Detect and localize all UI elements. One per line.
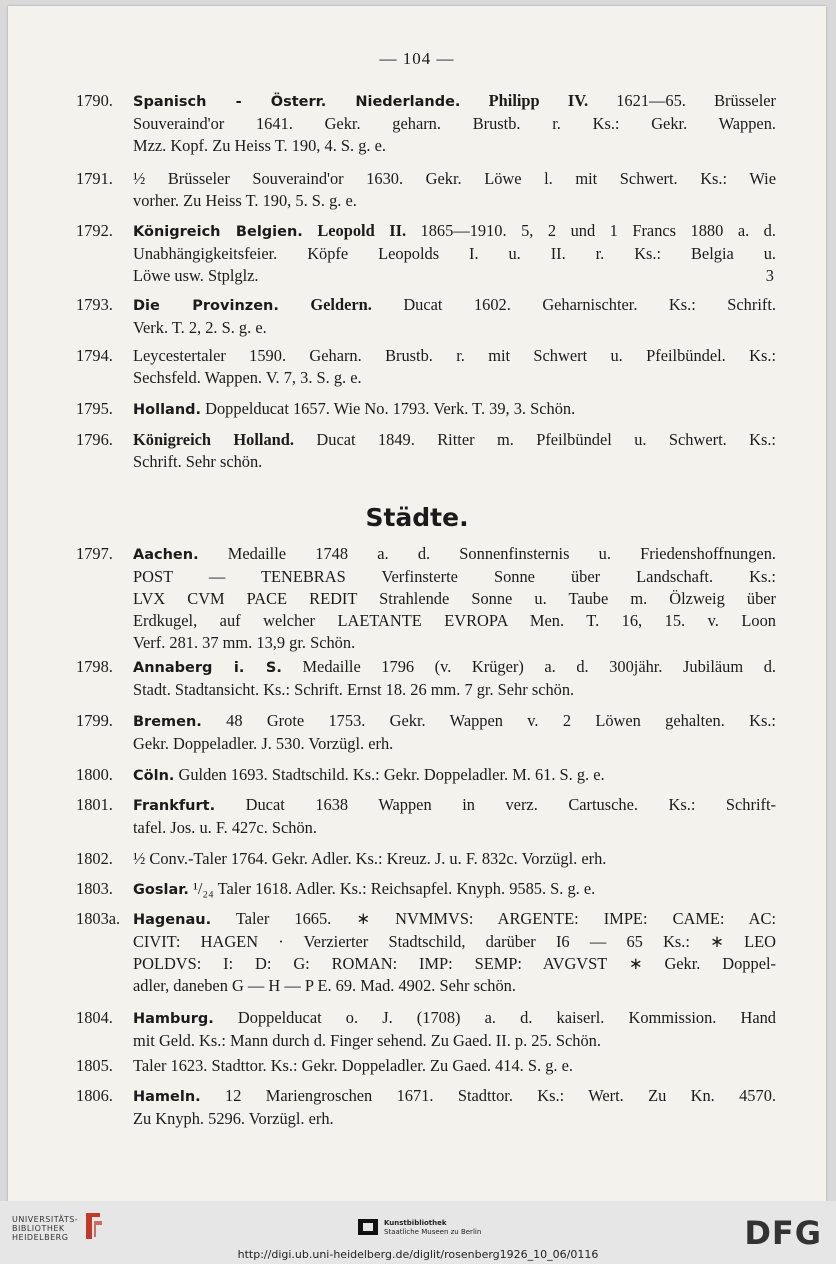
entry-line <box>133 345 776 367</box>
catalog-entry <box>76 794 776 839</box>
entry-line <box>133 764 776 787</box>
kunstbibliothek-label <box>384 1219 481 1237</box>
entry-segment: Verf. 281. 37 mm. 13,9 gr. Schön. <box>133 633 356 652</box>
catalog-entry <box>76 543 776 654</box>
university-line: UNIVERSITÄTS- <box>12 1215 79 1224</box>
university-line: BIBLIOTHEK <box>12 1224 65 1233</box>
entry-text <box>133 1085 776 1130</box>
entry-heading: Bremen. <box>133 714 202 730</box>
entry-number: 1805. <box>76 1056 113 1075</box>
entry-segment: CIVIT: HAGEN · Verzierter Stadtschild, darüber I6 — 65 Ks.: ∗ LEO <box>133 932 776 951</box>
entry-segment: LVX CVM PACE REDIT Strahlende Sonne u. Taube m. Ölzweig über <box>133 589 776 608</box>
entry-segment: Doppelducat o. J. (1708) a. d. kaiserl. Kommission. Hand <box>213 1008 776 1027</box>
entry-line <box>133 733 776 755</box>
entry-line <box>133 931 776 953</box>
entry-line <box>133 190 776 212</box>
entry-line <box>133 135 776 157</box>
entry-heading: Frankfurt. <box>133 798 216 814</box>
entry-text <box>133 168 776 212</box>
entry-text <box>133 848 776 870</box>
entry-number: 1791. <box>76 169 113 188</box>
entry-line <box>133 656 776 679</box>
kunstbibliothek-name: Kunstbibliothek <box>384 1219 447 1227</box>
entry-segment: Stadt. Stadtansicht. Ks.: Schrift. Ernst 18. 26 mm. 7 gr. Sehr schön. <box>133 680 575 699</box>
entry-segment: POLDVS: I: D: G: ROMAN: IMP: SEMP: AVGVST ∗ Gekr. Doppel- <box>133 954 776 973</box>
entry-line <box>133 317 776 339</box>
entry-text <box>133 429 776 473</box>
entry-line <box>133 679 776 701</box>
entry-line <box>133 566 776 588</box>
catalog-entry <box>76 908 776 997</box>
page-number: — 104 — <box>379 49 455 68</box>
entry-segment: Zu Knyph. 5296. Vorzügl. erh. <box>133 1109 334 1128</box>
entry-segment: Medaille 1796 (v. Krüger) a. d. 300jähr. Jubiläum d. <box>281 657 776 676</box>
catalog-entry <box>76 710 776 755</box>
entry-segment: Taler 1623. Stadttor. Ks.: Gekr. Doppeladler. Zu Gaed. 414. S. g. e. <box>133 1056 573 1075</box>
entry-segment <box>303 221 318 240</box>
footer-bar <box>0 1201 836 1264</box>
entry-segment: Medaille 1748 a. d. Sonnenfinsternis u. Friedenshoffnungen. <box>198 544 776 563</box>
entry-line <box>133 632 776 654</box>
entry-text <box>133 710 776 755</box>
entry-number: 1798. <box>76 657 113 676</box>
entry-number: 1799. <box>76 711 113 730</box>
entry-heading: Königreich Holland. <box>133 430 294 449</box>
university-logo-icon <box>82 1211 104 1241</box>
entry-line <box>133 953 776 975</box>
entry-line <box>133 1030 776 1052</box>
entry-text <box>133 90 776 157</box>
entry-text <box>133 1007 776 1052</box>
entry-segment <box>460 91 488 110</box>
entry-text <box>133 1055 776 1077</box>
entry-number: 1794. <box>76 346 113 365</box>
entry-heading: Königreich Belgien. <box>133 224 303 240</box>
entry-text <box>133 345 776 389</box>
entry-text <box>133 220 776 287</box>
entry-line <box>133 367 776 389</box>
entry-number: 1790. <box>76 91 113 110</box>
entry-segment: adler, daneben G — H — P E. 69. Mad. 4902. Sehr schön. <box>133 976 516 995</box>
entry-text <box>133 878 776 901</box>
catalog-entry <box>76 168 776 212</box>
catalog-entry <box>76 398 776 421</box>
entry-segment: Verk. T. 2, 2. S. g. e. <box>133 318 267 337</box>
entry-line <box>133 1085 776 1108</box>
entry-heading: Annaberg i. S. <box>133 660 282 676</box>
entry-segment: Mzz. Kopf. Zu Heiss T. 190, 4. S. g. e. <box>133 136 386 155</box>
entry-line <box>133 429 776 451</box>
entry-segment: Schrift. Sehr schön. <box>133 452 263 471</box>
entry-text <box>133 294 776 339</box>
document-page <box>8 6 826 1201</box>
entry-segment: Erdkugel, auf welcher LAETANTE EVROPA Men. T. 16, 15. v. Loon <box>133 611 776 630</box>
entry-segment: 12 Mariengroschen 1671. Stadttor. Ks.: Wert. Zu Kn. 4570. <box>200 1086 776 1105</box>
catalog-entry <box>76 345 776 389</box>
catalog-entry <box>76 848 776 870</box>
entry-segment: Unabhängigkeitsfeier. Köpfe Leopolds I. u. II. r. Ks.: Belgia u. <box>133 244 776 263</box>
entry-heading: Cöln. <box>133 768 175 784</box>
entry-line <box>133 90 776 113</box>
entry-segment: ¹/₂₄ Taler 1618. Adler. Ks.: Reichsapfel. Knyph. 9585. S. g. e. <box>188 879 596 898</box>
entry-text <box>133 908 776 997</box>
entry-line <box>133 817 776 839</box>
entry-segment: tafel. Jos. u. F. 427c. Schön. <box>133 818 317 837</box>
entry-line <box>133 878 776 901</box>
entry-line <box>133 1108 776 1130</box>
entry-number: 1806. <box>76 1086 113 1105</box>
entry-heading: Hameln. <box>133 1089 201 1105</box>
entry-segment: Taler 1665. ∗ NVMMVS: ARGENTE: IMPE: CAME: AC: <box>211 909 776 928</box>
entry-segment: ½ Brüsseler Souveraind'or 1630. Gekr. Löwe l. mit Schwert. Ks.: Wie <box>133 169 776 188</box>
entry-segment: Löwe usw. Stplglz. <box>133 266 259 285</box>
entry-number: 1802. <box>76 849 113 868</box>
entry-number: 1803a. <box>76 909 121 928</box>
entry-text <box>133 794 776 839</box>
entry-line <box>133 220 776 243</box>
entry-text <box>133 656 776 701</box>
entry-segment: 3 <box>765 266 774 285</box>
catalog-entry <box>76 878 776 901</box>
entry-line <box>133 265 776 287</box>
entry-segment: Gekr. Doppeladler. J. 530. Vorzügl. erh. <box>133 734 394 753</box>
entry-heading: Spanisch - Österr. Niederlande. <box>133 94 461 110</box>
entry-segment: vorher. Zu Heiss T. 190, 5. S. g. e. <box>133 191 357 210</box>
catalog-entry <box>76 764 776 787</box>
entry-segment: ½ Conv.-Taler 1764. Gekr. Adler. Ks.: Kreuz. J. u. F. 832c. Vorzügl. erh. <box>133 849 607 868</box>
entry-heading: Goslar. <box>133 882 189 898</box>
entry-segment: Souveraind'or 1641. Gekr. geharn. Brustb. r. Ks.: Gekr. Wappen. <box>133 114 776 133</box>
entry-line <box>133 588 776 610</box>
catalog-entry <box>76 429 776 473</box>
entry-line <box>133 1055 776 1077</box>
entry-segment: 48 Grote 1753. Gekr. Wappen v. 2 Löwen gehalten. Ks.: <box>201 711 776 730</box>
entry-line <box>133 543 776 566</box>
entry-line <box>133 908 776 931</box>
entry-segment: mit Geld. Ks.: Mann durch d. Finger sehend. Zu Gaed. II. p. 25. Schön. <box>133 1031 601 1050</box>
catalog-entry <box>76 1007 776 1052</box>
entry-line <box>133 168 776 190</box>
entry-heading: Hamburg. <box>133 1011 214 1027</box>
entry-number: 1796. <box>76 430 113 449</box>
entry-number: 1795. <box>76 399 113 418</box>
entry-text <box>133 398 776 421</box>
entry-heading: Hagenau. <box>133 912 212 928</box>
entry-line <box>133 451 776 473</box>
entry-heading: Holland. <box>133 402 202 418</box>
entry-line <box>133 243 776 265</box>
entry-heading: Die Provinzen. <box>133 298 279 314</box>
entry-segment: Doppelducat 1657. Wie No. 1793. Verk. T. 39, 3. Schön. <box>201 399 576 418</box>
entry-segment: Ducat 1638 Wappen in verz. Cartusche. Ks.: Schrift- <box>215 795 776 814</box>
entry-heading: Leopold II. <box>317 221 407 240</box>
entry-line <box>133 610 776 632</box>
entry-number: 1793. <box>76 295 113 314</box>
entry-segment <box>279 295 311 314</box>
entry-line <box>133 710 776 733</box>
entry-number: 1800. <box>76 765 113 784</box>
entry-number: 1803. <box>76 879 113 898</box>
entry-line <box>133 1007 776 1030</box>
entry-segment: Sechsfeld. Wappen. V. 7, 3. S. g. e. <box>133 368 362 387</box>
entry-segment: 1865—1910. 5, 2 und 1 Francs 1880 a. d. <box>406 221 776 240</box>
page-url-link[interactable]: http://digi.ub.uni-heidelberg.de/diglit/rosenberg1926_10_06/0116 <box>237 1248 599 1261</box>
entry-segment: Leycestertaler 1590. Geharn. Brustb. r. mit Schwert u. Pfeilbündel. Ks.: <box>133 346 776 365</box>
entry-segment: 1621—65. Brüsseler <box>588 91 776 110</box>
entry-line <box>133 975 776 997</box>
entry-line <box>133 794 776 817</box>
entry-line <box>133 294 776 317</box>
entry-number: 1801. <box>76 795 113 814</box>
section-title: Städte. <box>365 503 469 532</box>
entry-segment: Gulden 1693. Stadtschild. Ks.: Gekr. Doppeladler. M. 61. S. g. e. <box>174 765 605 784</box>
entry-number: 1797. <box>76 544 113 563</box>
kunstbibliothek-subtitle: Staatliche Museen zu Berlin <box>384 1228 482 1236</box>
catalog-entry <box>76 1055 776 1077</box>
entry-text <box>133 764 776 787</box>
dfg-logo: DFG <box>744 1214 822 1252</box>
catalog-entry <box>76 1085 776 1130</box>
entry-segment: Ducat 1602. Geharnischter. Ks.: Schrift. <box>371 295 776 314</box>
catalog-entry <box>76 656 776 701</box>
entry-number: 1792. <box>76 221 113 240</box>
entry-text <box>133 543 776 654</box>
entry-number: 1804. <box>76 1008 113 1027</box>
catalog-entry <box>76 220 776 287</box>
catalog-entry <box>76 90 776 157</box>
kunstbibliothek-logo-icon <box>356 1215 380 1239</box>
catalog-entry <box>76 294 776 339</box>
entry-heading: Philipp IV. <box>488 91 589 110</box>
university-library-label <box>12 1215 78 1242</box>
entry-segment: POST — TENEBRAS Verfinsterte Sonne über Landschaft. Ks.: <box>133 567 776 586</box>
entry-line <box>133 113 776 135</box>
entry-segment: Ducat 1849. Ritter m. Pfeilbündel u. Schwert. Ks.: <box>294 430 776 449</box>
entry-line <box>133 848 776 870</box>
entry-heading: Geldern. <box>310 295 372 314</box>
university-line: HEIDELBERG <box>12 1233 69 1242</box>
entry-line <box>133 398 776 421</box>
entry-heading: Aachen. <box>133 547 199 563</box>
